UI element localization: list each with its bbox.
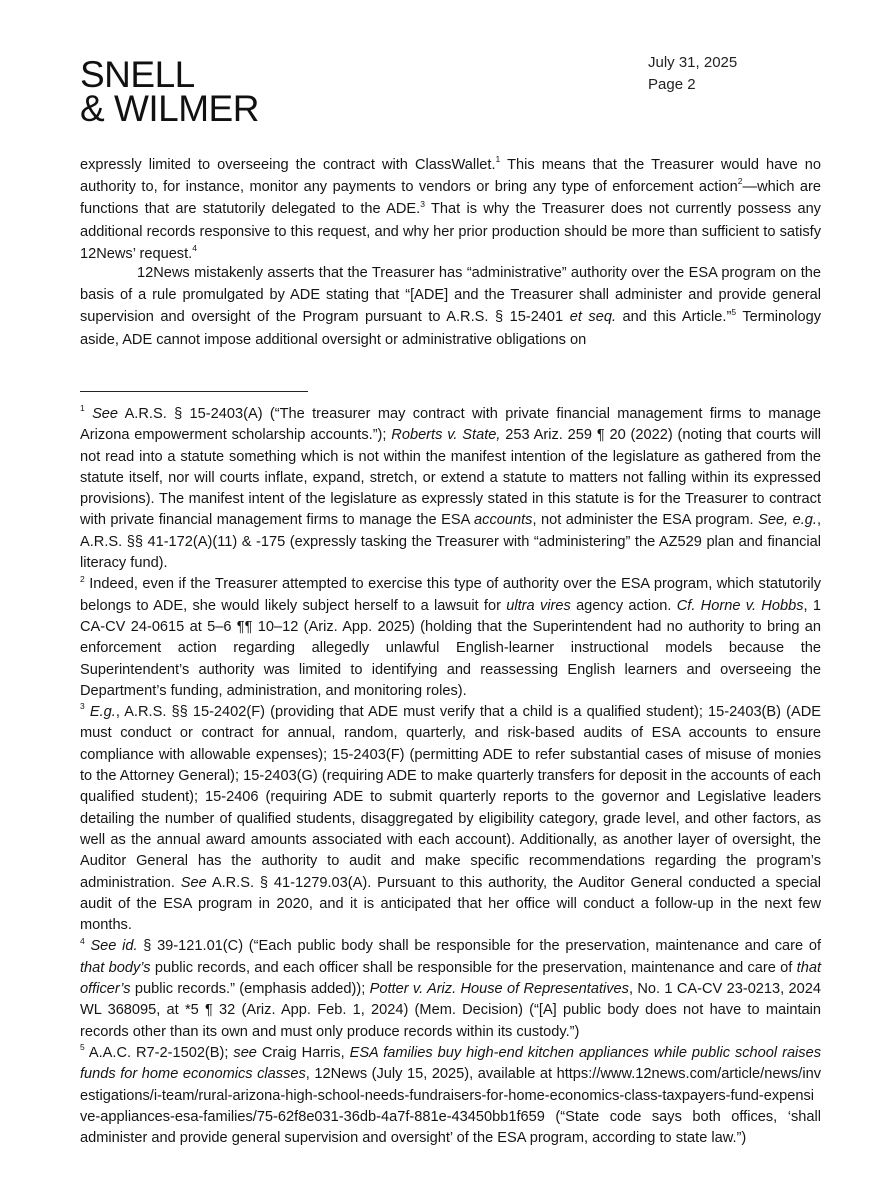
text: A.R.S. § 41-1279.03(A). Pursuant to this authority, the Auditor General conducted a special audit of the ESA program in 2020, and it is anticipated that her office will conduct a follow-up in the next few months. <box>80 874 821 934</box>
text: Indeed, even if the Treasurer attempted to exercise this type of authority over the ESA program, which statutorily belongs to ADE, she would likely subject herself to a lawsuit for <box>80 576 821 614</box>
text: A.R.S. § 15-2403(A) (“The treasurer may contract with private financial management firms to manage Arizona empowerment scholarship accounts.”); <box>80 406 821 444</box>
case-name: Potter v. Ariz. House of Representatives <box>369 981 629 998</box>
footnote-number: 2 <box>80 573 85 584</box>
case-name: Roberts v. State, <box>391 427 501 444</box>
signal-italic: See <box>180 874 207 891</box>
footnote-ref-3: 3 <box>420 198 425 209</box>
text-italic: accounts <box>474 512 533 529</box>
text: (“State code says both offices, ‘shall administer and provide general supervision and oversight’ of the ESA program, according to state law.”) <box>80 1108 821 1147</box>
footnote-number: 5 <box>80 1042 85 1053</box>
text: This means that the Treasurer would have no authority to, for instance, monitor any payments to vendors or bring any type of enforcement action <box>80 157 821 196</box>
text: Terminology aside, ADE cannot impose additional oversight or administrative obligations on <box>80 309 822 348</box>
signal-italic: See id. <box>90 938 138 955</box>
page-number: Page 2 <box>648 76 696 93</box>
footnote-separator <box>80 391 308 392</box>
footnote-ref-4: 4 <box>192 242 197 253</box>
footnote-4 <box>80 936 821 1042</box>
case-name: Cf. Horne v. Hobbs <box>676 597 804 614</box>
text-italic: that officer’s <box>80 959 821 998</box>
text-italic: ultra vires <box>506 597 571 614</box>
text: 253 Ariz. 259 ¶ 20 (2022) (noting that courts will not read into a statute something which is not within the manifest intention of the legislature as gathered from the statute itself, nor will courts inflate, expand, stretch, or extend a statute to matters not falling within its expressed provisions). The manifest intent of the legislature as expressly stated in this statute is for the Treasurer to contract with private financial management firms to manage the ESA <box>80 427 821 529</box>
text: , A.R.S. §§ 41-172(A)(11) & -175 (expressly tasking the Treasurer with “administering” the AZ529 plan and financial literacy fund). <box>80 512 822 572</box>
footnote-number: 4 <box>80 935 85 946</box>
paragraph-text <box>80 262 821 351</box>
page-header-meta <box>648 52 737 96</box>
text: agency action. <box>570 597 677 614</box>
signal-italic: see <box>233 1044 257 1061</box>
footnote-5 <box>80 1043 821 1149</box>
text: That is why the Treasurer does not currently possess any additional records responsive to this request, and why her prior production should be more than sufficient to satisfy 12News’ request. <box>80 201 821 262</box>
signal-italic: E.g. <box>89 704 116 721</box>
text: public records, and each officer shall be responsible for the preservation, maintenance and care of <box>150 959 797 976</box>
body-paragraph-2 <box>80 262 821 351</box>
firm-logo-line-1: SNELL <box>80 54 195 95</box>
text: § 39-121.01(C) (“Each public body shall be responsible for the preservation, maintenance and care of <box>137 938 822 955</box>
article-url[interactable]: https://www.12news.com/article/news/investigations/i-team/rural-arizona-high-school-needs-fundraisers-for-home-economics-class-taxpayers-fund-expensive-appliances-esa-families/75-62f8e031-36db-4a7f-881e-43450bb1f659 <box>80 1066 821 1125</box>
text: , 1 CA-CV 24-0615 at 5–6 ¶¶ 10–12 (Ariz. App. 2025) (holding that the Superintendent had no authority to bring an enforcement action regarding allegedly unlawful English-learner instructional models because the Superintendent’s authority was limited to identifying and reassessing English learners and overseeing the Department’s funding, administration, and monitoring roles). <box>80 597 821 699</box>
article-title: ESA families buy high-end kitchen appliances while public school raises funds for home economics classes <box>80 1044 822 1083</box>
text: and this Article.” <box>616 309 732 326</box>
text: , 12News (July 15, 2025), available at <box>305 1066 557 1083</box>
body-paragraph-1 <box>80 154 821 265</box>
footnotes <box>80 404 821 1149</box>
firm-logo <box>80 54 259 129</box>
firm-logo-line-2: & WILMER <box>80 88 259 129</box>
signal-italic: See, e.g. <box>758 512 817 529</box>
footnote-number: 3 <box>80 701 85 712</box>
footnote-ref-1: 1 <box>495 154 501 165</box>
text: —which are functions that are statutorily delegated to the ADE. <box>80 179 821 218</box>
signal-italic: See <box>92 406 119 422</box>
text: 12News mistakenly asserts that the Treasurer has “administrative” authority over the ESA program on the basis of a rule promulgated by ADE stating that “[ADE] and the Treasurer shall administer and provide general supervision and oversight of the Program pursuant to A.R.S. § 15-2401 <box>80 265 821 326</box>
text: , not administer the ESA program. <box>532 512 759 529</box>
footnote-2 <box>80 574 821 702</box>
text: , No. 1 CA-CV 23-0213, 2024 WL 368095, at *5 ¶ 32 (Ariz. App. Feb. 1, 2024) (Mem. Decision) (“[A] public body does not have to maintain records other than its own and must only produce records within its custody.”) <box>80 981 822 1040</box>
text: Craig Harris, <box>256 1044 350 1061</box>
paragraph-text <box>80 154 821 265</box>
text: , A.R.S. §§ 15-2402(F) (providing that ADE must verify that a child is a qualified student); 15-2403(B) (ADE must conduct or contract for annual, random, quarterly, and risk-based audits of ESA accounts to ensure compliance with allowable expenses); 15-2403(F) (permitting ADE to refer substantial cases of misuse of monies to the Attorney General); 15-2403(G) (requiring ADE to make quarterly transfers for deposit in the accounts of each qualified student); 15-2406 (requiring ADE to submit quarterly reports to the governor and Legislative leaders detailing the number of qualified students, disaggregated by eligibility category, grade level, and other factors, as well as the annual award amounts associated with each account). Additionally, as another layer of oversight, the Auditor General has the authority to audit and make specific recommendations regarding the program’s administration. <box>80 704 821 891</box>
footnote-3 <box>80 702 821 936</box>
footnote-ref-5: 5 <box>731 306 737 317</box>
text: A.A.C. R7-2-1502(B); <box>84 1044 234 1061</box>
footnote-number: 1 <box>80 403 85 414</box>
text: public records.” (emphasis added)); <box>130 981 370 998</box>
letter-date: July 31, 2025 <box>648 54 738 71</box>
footnote-1 <box>80 404 821 574</box>
text-italic: that body’s <box>80 959 151 976</box>
text: expressly limited to overseeing the contract with ClassWallet. <box>80 157 496 173</box>
text-italic: et seq. <box>569 309 616 326</box>
footnote-ref-2: 2 <box>737 176 743 187</box>
